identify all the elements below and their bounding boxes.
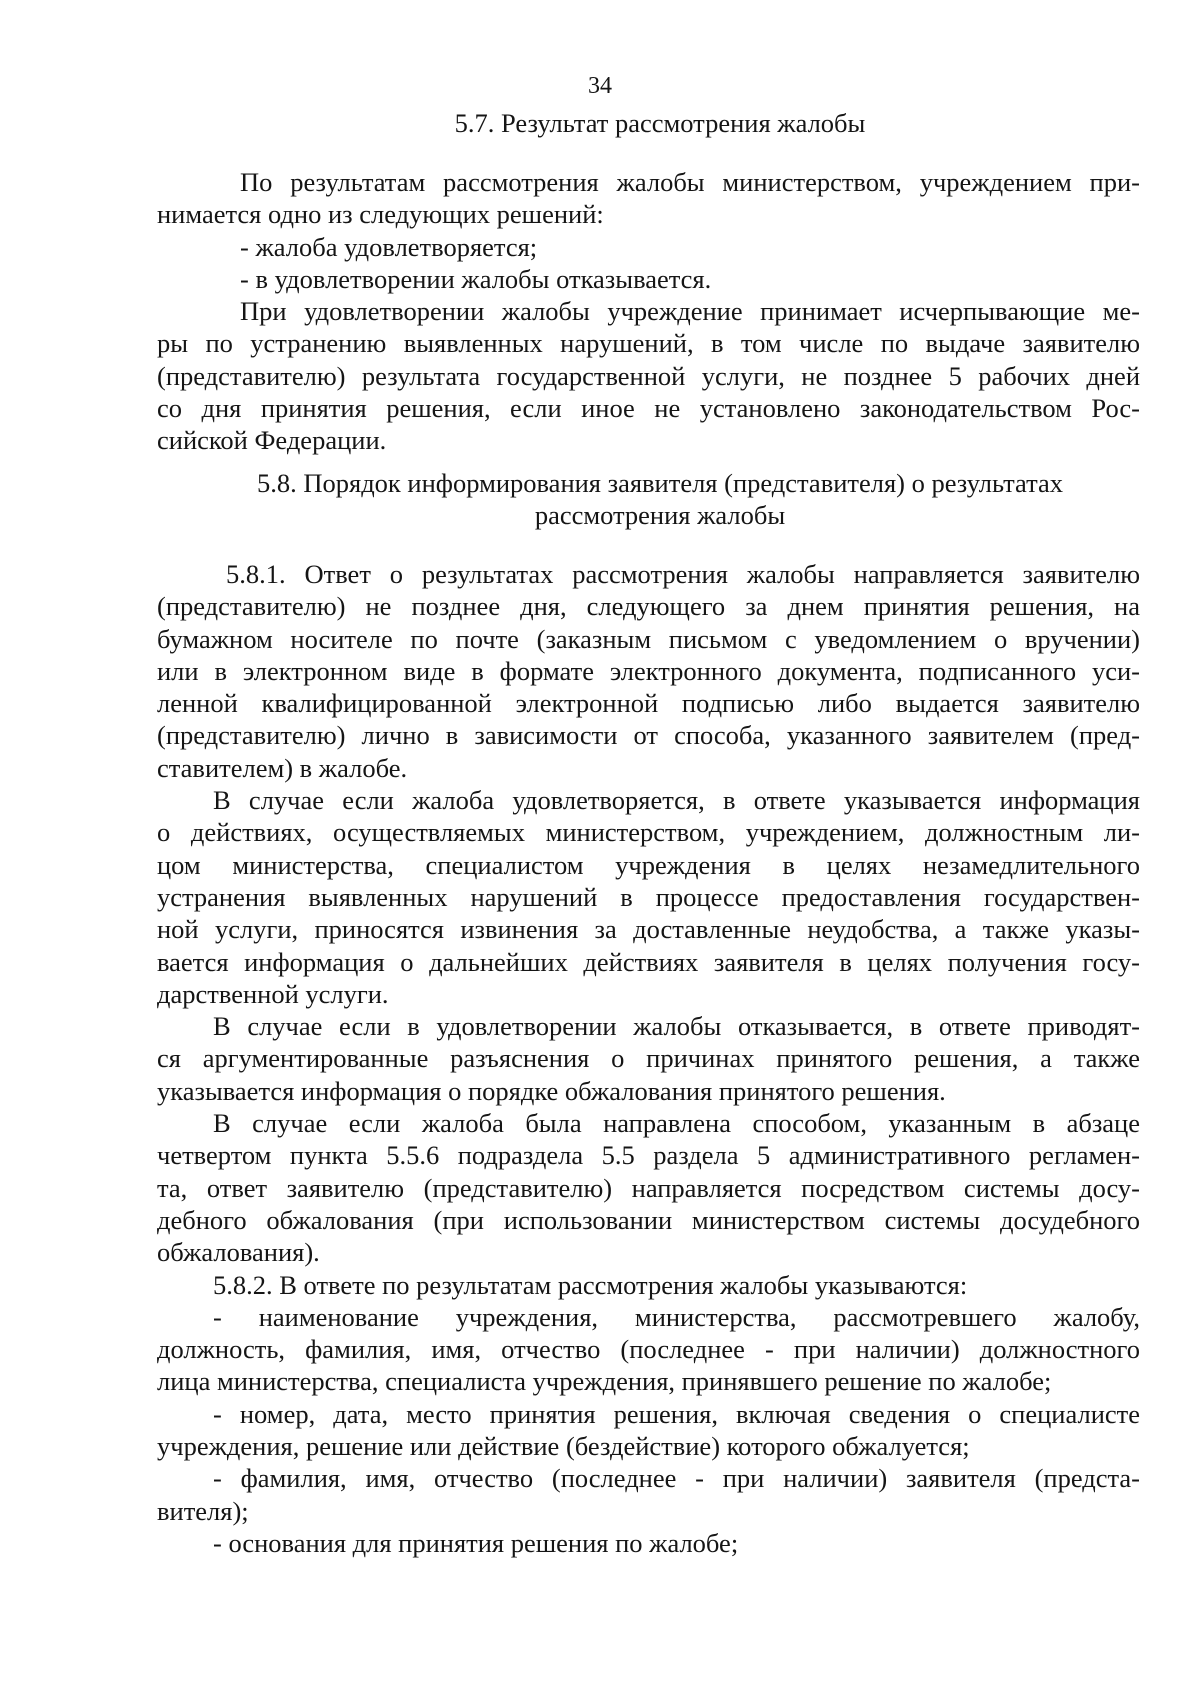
paragraph-line: (представителю) лично в зависимости от способа, указанного заявителем (пред- — [157, 720, 1140, 751]
paragraph-line: цом министерства, специалистом учреждения в целях незамедлительного — [157, 849, 1140, 880]
section-5-8-heading-line-1: 5.8. Порядок информирования заявителя (представителя) о результатах — [257, 468, 1063, 498]
paragraph-line: ставителем) в жалобе. — [157, 752, 408, 783]
paragraph-line: нимается одно из следующих решений: — [157, 199, 604, 230]
paragraph-line: со дня принятия решения, если иное не установлено законодательством Рос- — [157, 393, 1140, 424]
paragraph-line: о действиях, осуществляемых министерством, учреждением, должностным ли- — [157, 817, 1140, 848]
page-number: 34 — [588, 73, 612, 99]
list-item-continuation: вителя); — [157, 1495, 249, 1526]
paragraph-line: По результатам рассмотрения жалобы министерством, учреждением при- — [240, 167, 1140, 197]
paragraph-line: вается информация о дальнейших действиях заявителя в целях получения госу- — [157, 946, 1140, 977]
paragraph-line: В случае если в удовлетворении жалобы отказывается, в ответе приводят- — [213, 1011, 1140, 1042]
list-item-continuation: лица министерства, специалиста учреждения, принявшего решение по жалобе; — [157, 1366, 1052, 1397]
paragraph-line: та, ответ заявителю (представителю) направляется посредством системы досу- — [157, 1172, 1140, 1203]
paragraph-line: 5.8.2. В ответе по результатам рассмотрения жалобы указываются: — [213, 1269, 968, 1300]
paragraph-line: обжалования). — [157, 1237, 320, 1268]
section-5-7-heading — [180, 107, 1140, 139]
paragraph-line: ры по устранению выявленных нарушений, в том числе по выдаче заявителю — [157, 328, 1140, 359]
section-5-7-body — [157, 166, 1140, 457]
paragraph-line: дебного обжалования (при использовании министерством системы досудебного — [157, 1204, 1140, 1235]
section-5-8-heading-line-2: рассмотрения жалобы — [534, 500, 786, 530]
paragraph-line: ной услуги, приносятся извинения за доставленные неудобства, а также указы- — [157, 914, 1140, 945]
list-item: - фамилия, имя, отчество (последнее - при наличии) заявителя (предста- — [213, 1463, 1140, 1494]
paragraph-line: ленной квалифицированной электронной подписью либо выдается заявителю — [157, 688, 1140, 719]
paragraph-line: четвертом пункта 5.5.6 подраздела 5.5 раздела 5 административного регламен- — [157, 1140, 1140, 1171]
paragraph-line: ся аргументированные разъяснения о причинах принятого решения, а также — [157, 1043, 1140, 1074]
list-item: - номер, дата, место принятия решения, включая сведения о специалисте — [213, 1398, 1140, 1429]
list-item: - в удовлетворении жалобы отказывается. — [240, 263, 712, 294]
list-item: - жалоба удовлетворяется; — [240, 231, 538, 262]
list-item-continuation: должность, фамилия, имя, отчество (последнее - при наличии) должностного — [157, 1334, 1140, 1365]
list-item-continuation: учреждения, решение или действие (бездействие) которого обжалуется; — [157, 1431, 970, 1462]
paragraph-line: В случае если жалоба удовлетворяется, в ответе указывается информация — [213, 785, 1140, 816]
section-5-8-heading — [180, 467, 1140, 531]
list-item: - основания для принятия решения по жалобе; — [213, 1527, 739, 1558]
paragraph-line: При удовлетворении жалобы учреждение принимает исчерпывающие ме- — [240, 296, 1140, 327]
section-5-8-body — [157, 558, 1140, 1559]
paragraph-line: 5.8.1. Ответ о результатах рассмотрения жалобы направляется заявителю — [226, 559, 1140, 589]
paragraph-line: дарственной услуги. — [157, 978, 389, 1009]
paragraph-line: (представителю) результата государственной услуги, не позднее 5 рабочих дней — [157, 360, 1140, 391]
paragraph-line: сийской Федерации. — [157, 425, 387, 456]
paragraph-line: указывается информация о порядке обжалования принятого решения. — [157, 1075, 946, 1106]
paragraph-line: В случае если жалоба была направлена способом, указанным в абзаце — [213, 1108, 1140, 1139]
list-item: - наименование учреждения, министерства, рассмотревшего жалобу, — [213, 1301, 1140, 1332]
paragraph-line: бумажном носителе по почте (заказным письмом с уведомлением о вручении) — [157, 623, 1140, 654]
section-5-7-heading-text: 5.7. Результат рассмотрения жалобы — [454, 108, 866, 138]
paragraph-line: (представителю) не позднее дня, следующего за днем принятия решения, на — [157, 591, 1140, 622]
paragraph-line: устранения выявленных нарушений в процессе предоставления государствен- — [157, 881, 1140, 912]
paragraph-line: или в электронном виде в формате электронного документа, подписанного уси- — [157, 655, 1140, 686]
